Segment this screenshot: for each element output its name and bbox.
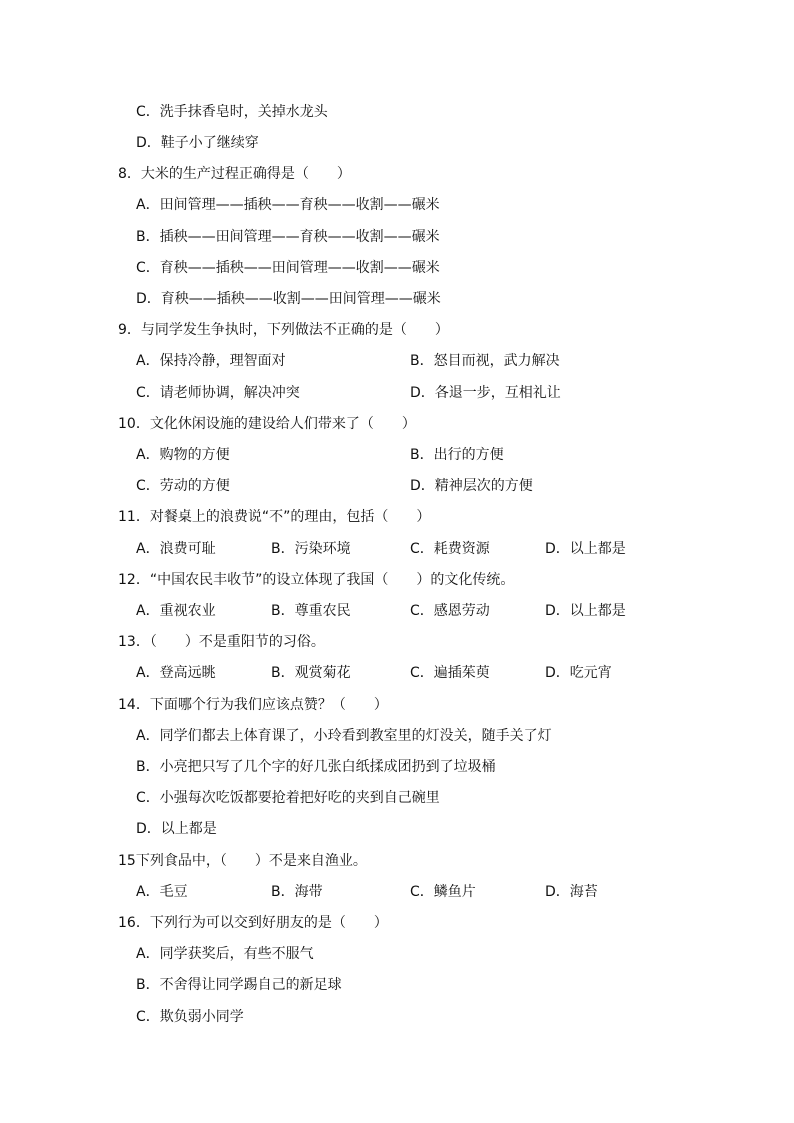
q9-option-b: B．怒目而视，武力解决 bbox=[410, 353, 560, 369]
q13-option-a: A．登高远眺 bbox=[136, 665, 216, 681]
q15-option-d: D．海苔 bbox=[545, 884, 598, 900]
q14-option-b: B．小亮把只写了几个字的好几张白纸揉成团扔到了垃圾桶 bbox=[136, 759, 496, 775]
q16-option-b: B．不舍得让同学踢自己的新足球 bbox=[136, 977, 342, 993]
q8-option-d: D．育秧——插秧——收割——田间管理——碾米 bbox=[136, 291, 441, 307]
q13-option-b: B．观赏菊花 bbox=[271, 665, 351, 681]
q16-option-a: A．同学获奖后，有些不服气 bbox=[136, 946, 314, 962]
q12-option-a: A．重视农业 bbox=[136, 603, 216, 619]
q10-option-c: C．劳动的方便 bbox=[136, 478, 230, 494]
q12-option-d: D．以上都是 bbox=[545, 603, 626, 619]
q14-option-a: A．同学们都去上体育课了，小玲看到教室里的灯没关，随手关了灯 bbox=[136, 728, 552, 744]
q11-option-b: B．污染环境 bbox=[271, 541, 351, 557]
q14-option-d: D．以上都是 bbox=[136, 821, 217, 837]
q13-option-d: D．吃元宵 bbox=[545, 665, 612, 681]
q11-option-c: C．耗费资源 bbox=[410, 541, 490, 557]
q15-option-a: A．毛豆 bbox=[136, 884, 188, 900]
q9-option-d: D．各退一步，互相礼让 bbox=[410, 385, 561, 401]
q11-option-d: D．以上都是 bbox=[545, 541, 626, 557]
q8-option-b: B．插秧——田间管理——育秧——收割——碾米 bbox=[136, 229, 440, 245]
q8-stem: 8．大米的生产过程正确得是（ ） bbox=[118, 166, 351, 182]
q8-option-c: C．育秧——插秧——田间管理——收割——碾米 bbox=[136, 260, 440, 276]
q9-stem: 9．与同学发生争执时，下列做法不正确的是（ ） bbox=[118, 322, 449, 338]
q12-option-b: B．尊重农民 bbox=[271, 603, 351, 619]
q11-stem: 11．对餐桌上的浪费说“不”的理由，包括（ ） bbox=[118, 509, 431, 525]
q11-option-a: A．浪费可耻 bbox=[136, 541, 216, 557]
q15-option-c: C．鳞鱼片 bbox=[410, 884, 476, 900]
q14-stem: 14．下面哪个行为我们应该点赞？（ ） bbox=[118, 697, 388, 713]
q10-stem: 10．文化休闲设施的建设给人们带来了（ ） bbox=[118, 416, 416, 432]
q16-option-c: C．欺负弱小同学 bbox=[136, 1009, 244, 1025]
q8-option-a: A．田间管理——插秧——育秧——收割——碾米 bbox=[136, 197, 440, 213]
q14-option-c: C．小强每次吃饭都要抢着把好吃的夹到自己碗里 bbox=[136, 790, 440, 806]
q9-option-a: A．保持冷静，理智面对 bbox=[136, 353, 286, 369]
q16-stem: 16．下列行为可以交到好朋友的是（ ） bbox=[118, 915, 388, 931]
q15-stem: 15下列食品中，（ ）不是来自渔业。 bbox=[118, 853, 367, 869]
q7-option-c: C．洗手抹香皂时，关掉水龙头 bbox=[136, 104, 328, 120]
q12-option-c: C．感恩劳动 bbox=[410, 603, 490, 619]
q13-stem: 13．（ ）不是重阳节的习俗。 bbox=[118, 634, 325, 650]
q12-stem: 12．“中国农民丰收节”的设立体现了我国（ ）的文化传统。 bbox=[118, 572, 515, 588]
q10-option-a: A．购物的方便 bbox=[136, 447, 230, 463]
q10-option-b: B．出行的方便 bbox=[410, 447, 504, 463]
q15-option-b: B．海带 bbox=[271, 884, 323, 900]
q7-option-d: D．鞋子小了继续穿 bbox=[136, 135, 259, 151]
q10-option-d: D．精神层次的方便 bbox=[410, 478, 533, 494]
q13-option-c: C．遍插茱萸 bbox=[410, 665, 490, 681]
q9-option-c: C．请老师协调，解决冲突 bbox=[136, 385, 300, 401]
